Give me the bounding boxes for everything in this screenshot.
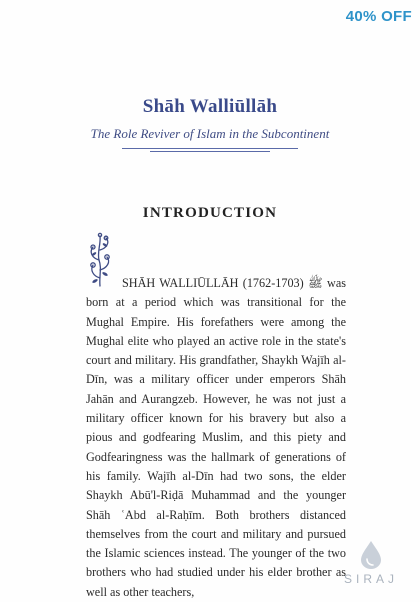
watermark-text: SIRAJ [343, 572, 398, 586]
book-header [0, 96, 420, 152]
siraj-watermark [336, 540, 406, 586]
intro-paragraph: SHĀH WALLIŪLLĀH ﷺ (1703-1762) was born at a period which was transitional for the Mughal Empire. His forefathers were among the Mughal elite who played an active role in the state's court and military. His grandfather, Shaykh Wajīh al-Dīn, was a military officer under emperors Shāh Jahān and Aurangzeb. However, he was not just a military officer known for his bravery but also a pious and godfearing Muslim, and this piety and Godfearingness was the hallmark of generations of his family. Wajīh al-Dīn had two sons, the elder Shaykh Abū'l-Riḍā Muhammad and the younger Shāh ʿAbd al-Raḥīm. Both brothers distanced themselves from the court and military and pursued the Islamic sciences instead. The younger of the two brothers who had studied under his elder brother as well as other teachers, [86, 276, 346, 599]
book-title: Shāh Walliūllāh [142, 96, 278, 117]
introduction-text [86, 274, 346, 602]
discount-badge: 40% OFF [345, 8, 412, 25]
section-heading: INTRODUCTION [142, 205, 278, 221]
title-divider [122, 148, 298, 152]
water-drop-icon [358, 540, 384, 570]
book-subtitle: The Role Reviver of Islam in the Subcontinent [90, 126, 330, 141]
